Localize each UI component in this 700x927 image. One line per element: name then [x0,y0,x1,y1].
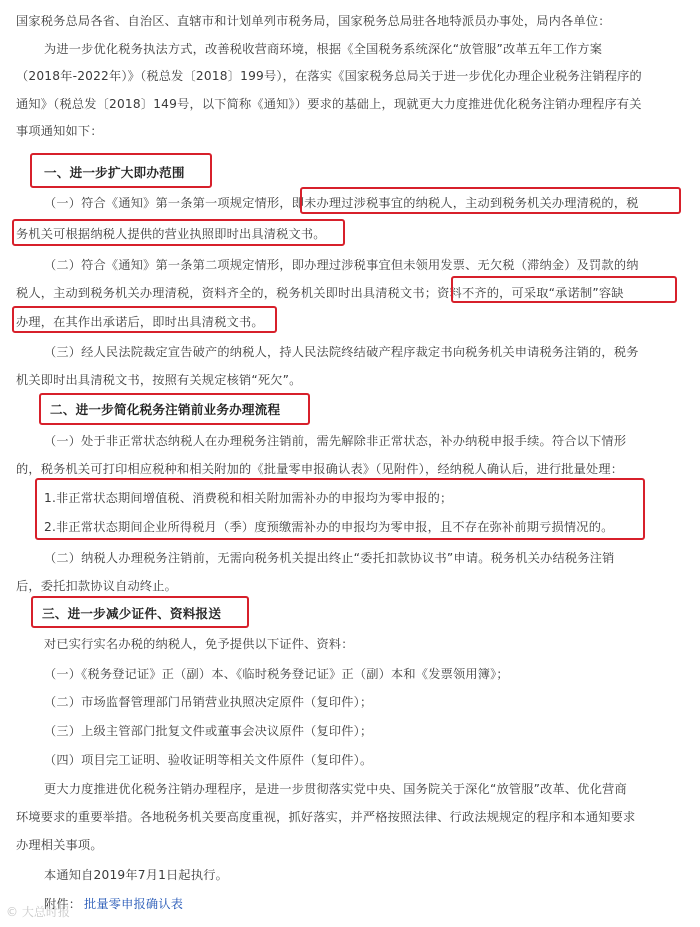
watermark-text: © 大总时报 [6,905,70,919]
attachment-label: 附件： [44,897,82,911]
notice-document: 国家税务总局各省、自治区、直辖市和计划单列市税务局，国家税务总局驻各地特派员办事处，局内各单位： 为进一步优化税务执法方式，改善税收营商环境，根据《全国税务系统深化“放管服”改革五年工作方案 （2018年-2022年）》（税总发〔2018〕199号），在落实《国家税务总局关于进一步优化办理企业税务注销程序的 通知》（税总发〔2018〕149号，以下简称《通知》）要求的基础上，现就更大力度推进优化税务注销办理程序有关 事项通知如下： 一、进一步扩大即办范围 （一）符合《通知》第一条第一项规定情形，即未办理过涉税事宜的纳税人，主动到税务机关办理清税的，税 务机关可根据纳税人提供的营业执照即时出具清税文书。 （二）符合《通知》第一条第二项规定情形，即办理过涉税事宜但未领用发票、无欠税（滞纳金）及罚款的纳 税人，主动到税务机关办理清税，资料齐全的，税务机关即时出具清税文书；资料不齐的，可采取“承诺制”容缺 办理，在其作出承诺后，即时出具清税文书。 （三）经人民法院裁定宣告破产的纳税人，持人民法院终结破产程序裁定书向税务机关申请税务注销的，税务 机关即时出具清税文书，按照有关规定核销“死欠”。 二、进一步简化税务注销前业务办理流程 （一）处于非正常状态纳税人在办理税务注销前，需先解除非正常状态，补办纳税申报手续。符合以下情形 的，税务机关可打印相应税种和相关附加的《批量零申报确认表》（见附件），经纳税人确认后，进行批量处理： 1.非正常状态期间增值税、消费税和相关附加需补办的申报均为零申报的； 2.非正常状态期间企业所得税月（季）度预缴需补办的申报均为零申报，且不存在弥补前期亏损情况的。 （二）纳税人办理税务注销前，无需向税务机关提出终止“委托扣款协议书”申请。税务机关办结税务注销 后，委托扣款协议自动终止。 三、进一步减少证件、资料报送 对已实行实名办税的纳税人，免予提供以下证件、资料： （一）《税务登记证》正（副）本、《临时税务登记证》正（副）本和《发票领用簿》； （二）市场监督管理部门吊销营业执照决定原件（复印件）； （三）上级主管部门批复文件或董事会决议原件（复印件）； （四）项目完工证明、验收证明等相关文件原件（复印件）。 更大力度推进优化税务注销办理程序，是进一步贯彻落实党中央、国务院关于深化“放管服”改革、优化营商 环境要求的重要举措。各地税务机关要高度重视，抓好落实，并严格按照法律、行政法规规定的程序和本通知要求 办理相关事项。 本通知自2019年7月1日起执行。 附件： 批量零申报确认表 © 大总时报 [0,0,700,927]
attachment-link[interactable]: 批量零申报确认表 [84,897,184,911]
